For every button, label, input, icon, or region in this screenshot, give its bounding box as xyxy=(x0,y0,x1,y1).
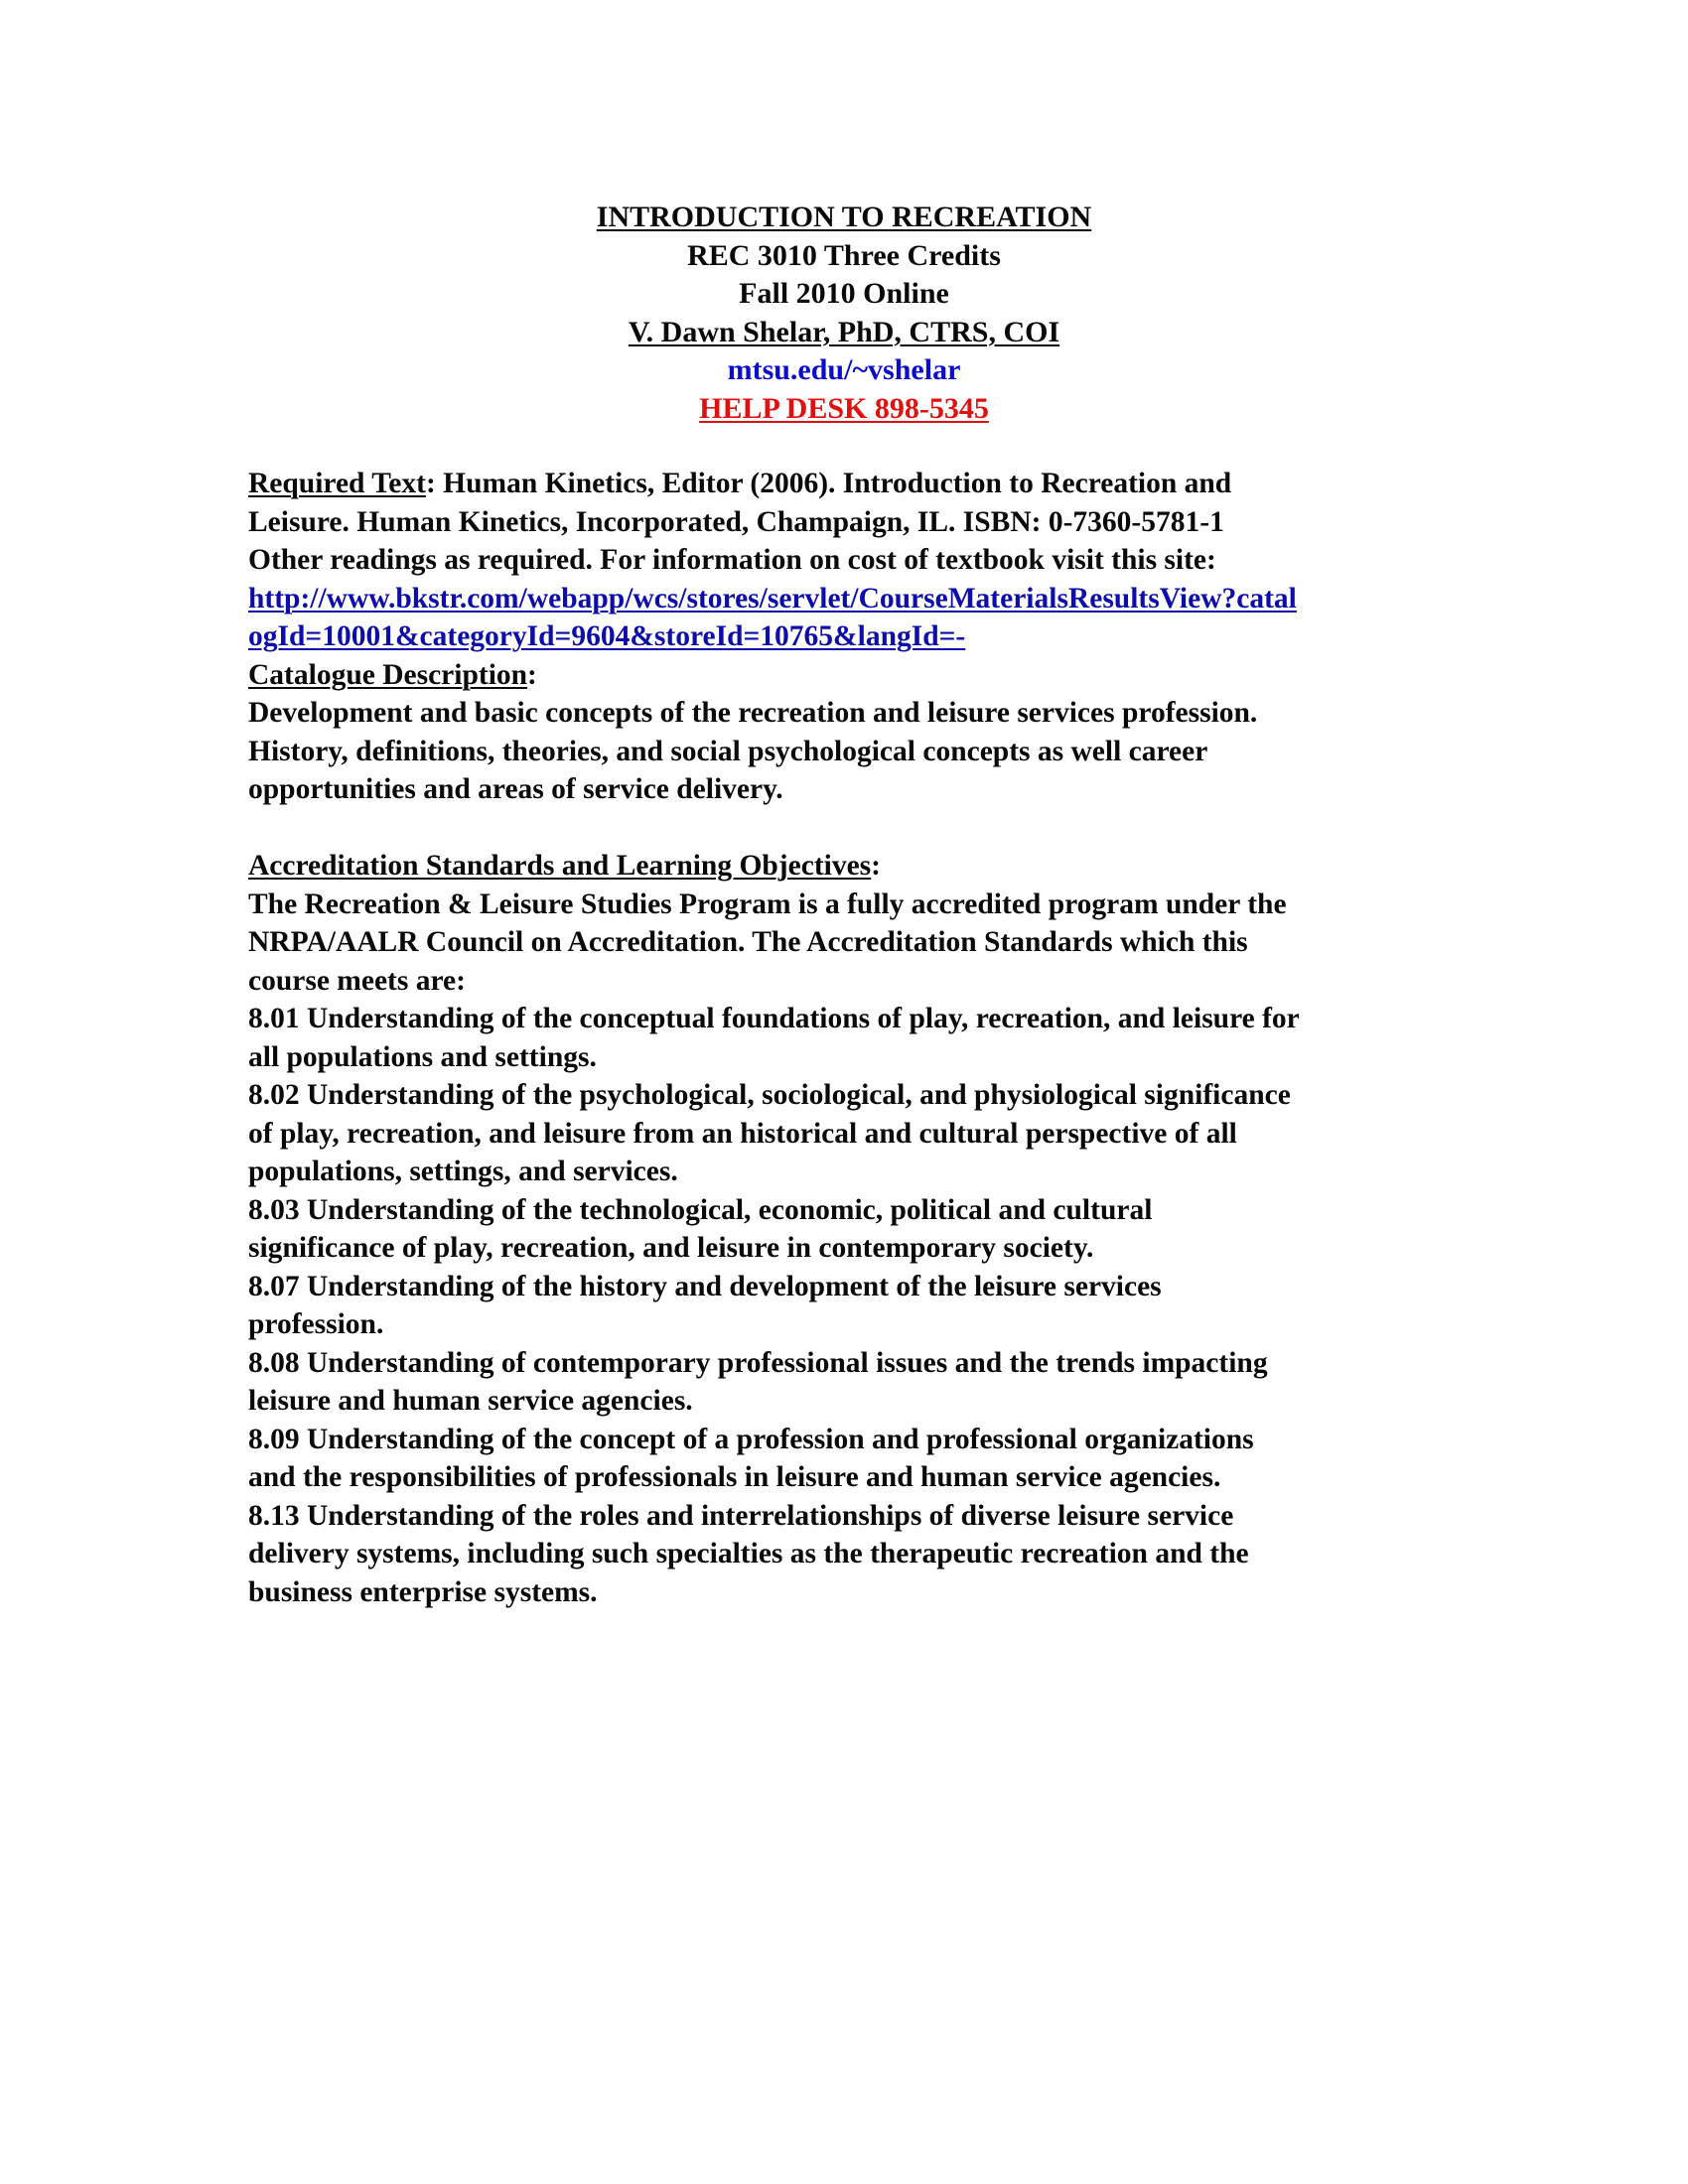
heading-colon: : xyxy=(871,850,881,882)
required-text-section xyxy=(248,465,1460,656)
catalogue-description-line: History, definitions, theories, and social psychological concepts as well career xyxy=(248,735,1208,767)
standard-line: populations, settings, and services. xyxy=(248,1156,678,1187)
catalogue-description-heading: Catalogue Description xyxy=(248,658,528,691)
standard-line: all populations and settings. xyxy=(248,1040,597,1073)
standard-8-03 xyxy=(248,1191,1460,1268)
help-desk-phone[interactable]: HELP DESK 898-5345 xyxy=(699,391,989,425)
accreditation-section xyxy=(248,847,1460,1611)
heading-colon: : xyxy=(527,658,537,691)
standard-line: delivery systems, including such specialties as the therapeutic recreation and the xyxy=(248,1538,1249,1570)
standard-line: of play, recreation, and leisure from an historical and cultural perspective of all xyxy=(248,1117,1237,1150)
standard-line: 8.03 Understanding of the technological, economic, political and cultural xyxy=(248,1193,1153,1226)
catalogue-description-line: Development and basic concepts of the recreation and leisure services profession. xyxy=(248,697,1258,729)
required-text-line: Other readings as required. For information on cost of textbook visit this site: xyxy=(248,544,1216,576)
course-code-credits: REC 3010 Three Credits xyxy=(687,238,1001,272)
standard-8-01 xyxy=(248,1000,1460,1076)
accreditation-intro-line: NRPA/AALR Council on Accreditation. The Accreditation Standards which this xyxy=(248,926,1248,958)
instructor-website-link[interactable]: mtsu.edu/~vshelar xyxy=(727,353,961,386)
syllabus-body xyxy=(248,465,1460,1611)
standard-8-08 xyxy=(248,1344,1460,1421)
required-text-line: Leisure. Human Kinetics, Incorporated, Champaign, IL. ISBN: 0-7360-5781-1 xyxy=(248,505,1224,538)
textbook-cost-link[interactable]: ogId=10001&categoryId=9604&storeId=10765&langId=- xyxy=(248,620,966,652)
textbook-cost-link[interactable]: http://www.bkstr.com/webapp/wcs/stores/servlet/CourseMaterialsResultsView?catal xyxy=(248,582,1297,614)
standard-line: 8.09 Understanding of the concept of a profession and professional organizations xyxy=(248,1423,1254,1455)
syllabus-header xyxy=(0,199,1688,428)
standard-8-02 xyxy=(248,1076,1460,1191)
standard-line: 8.01 Understanding of the conceptual foundations of play, recreation, and leisure for xyxy=(248,1003,1300,1034)
catalogue-description-line: opportunities and areas of service delivery. xyxy=(248,773,783,805)
standard-line: 8.13 Understanding of the roles and interrelationships of diverse leisure service xyxy=(248,1499,1234,1532)
standard-line: profession. xyxy=(248,1308,384,1340)
standard-line: and the responsibilities of professionals in leisure and human service agencies. xyxy=(248,1461,1221,1493)
standard-line: leisure and human service agencies. xyxy=(248,1385,693,1417)
standard-8-13 xyxy=(248,1497,1460,1612)
catalogue-description-section xyxy=(248,656,1460,809)
accreditation-intro-line: course meets are: xyxy=(248,964,466,997)
standard-8-07 xyxy=(248,1268,1460,1344)
standard-8-09 xyxy=(248,1421,1460,1497)
section-spacer xyxy=(248,809,1460,848)
standard-line: business enterprise systems. xyxy=(248,1575,598,1608)
accreditation-heading: Accreditation Standards and Learning Objectives xyxy=(248,850,872,882)
required-text-line: : Human Kinetics, Editor (2006). Introduction to Recreation and xyxy=(425,468,1232,499)
standard-line: 8.02 Understanding of the psychological, sociological, and physiological significance xyxy=(248,1079,1291,1111)
required-text-label: Required Text xyxy=(248,468,426,499)
standard-line: 8.08 Understanding of contemporary professional issues and the trends impacting xyxy=(248,1346,1268,1379)
accreditation-intro-line: The Recreation & Leisure Studies Program is a fully accredited program under the xyxy=(248,887,1287,920)
course-term: Fall 2010 Online xyxy=(739,277,949,310)
course-title: INTRODUCTION TO RECREATION xyxy=(596,201,1092,233)
instructor-name: V. Dawn Shelar, PhD, CTRS, COI xyxy=(628,315,1060,348)
standard-line: 8.07 Understanding of the history and development of the leisure services xyxy=(248,1270,1162,1302)
standard-line: significance of play, recreation, and leisure in contemporary society. xyxy=(248,1232,1094,1264)
